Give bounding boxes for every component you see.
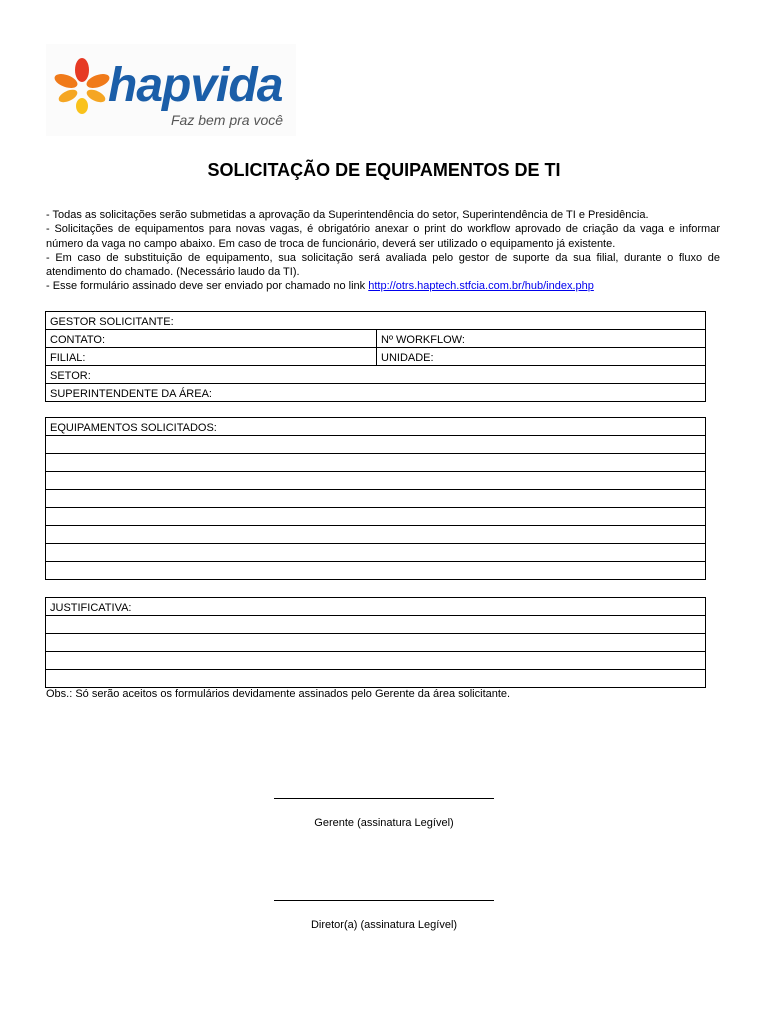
contato-field[interactable]: CONTATO: <box>46 330 377 348</box>
hapvida-logo <box>46 44 296 136</box>
flower-icon <box>52 56 112 116</box>
signature-line-gerente <box>274 798 494 799</box>
note: - Solicitações de equipamentos para novas vagas, é obrigatório anexar o print do workflow aprovado de criação da vaga e informar número da vaga no campo abaixo. Em caso de troca de funcionário, deverá ser utilizado o equipamento já existente. <box>46 223 720 250</box>
equipment-row[interactable] <box>46 562 706 580</box>
gestor-field[interactable]: GESTOR SOLICITANTE: <box>46 312 706 330</box>
justification-row[interactable] <box>46 634 706 652</box>
obs-note: Obs.: Só serão aceitos os formulários devidamente assinados pelo Gerente da área solicitante. <box>46 688 511 700</box>
equipment-row[interactable] <box>46 526 706 544</box>
otrs-link[interactable]: http://otrs.haptech.stfcia.com.br/hub/index.php <box>368 280 594 293</box>
signature-label-gerente: Gerente (assinatura Legível) <box>314 817 454 829</box>
equipment-row[interactable] <box>46 490 706 508</box>
note-text: - Esse formulário assinado deve ser enviado por chamado no link <box>46 280 369 293</box>
equipment-row[interactable] <box>46 436 706 454</box>
equipment-table <box>45 417 706 580</box>
signature-line-diretor <box>274 900 494 901</box>
justification-header: JUSTIFICATIVA: <box>46 598 706 616</box>
requester-table <box>45 311 706 402</box>
page-title: SOLICITAÇÃO DE EQUIPAMENTOS DE TI <box>207 160 561 180</box>
instructions <box>46 208 720 294</box>
equipment-row[interactable] <box>46 454 706 472</box>
superintendente-field[interactable]: SUPERINTENDENTE DA ÁREA: <box>46 384 706 402</box>
workflow-field[interactable]: Nº WORKFLOW: <box>377 330 706 348</box>
signature-label-diretor: Diretor(a) (assinatura Legível) <box>310 919 458 931</box>
justification-table <box>45 597 706 688</box>
justification-row[interactable] <box>46 616 706 634</box>
equipment-row[interactable] <box>46 544 706 562</box>
logo-slogan: Faz bem pra você <box>171 112 284 128</box>
note <box>46 279 720 293</box>
equipment-header: EQUIPAMENTOS SOLICITADOS: <box>46 418 706 436</box>
justification-row[interactable] <box>46 652 706 670</box>
justification-row[interactable] <box>46 670 706 688</box>
filial-field[interactable]: FILIAL: <box>46 348 377 366</box>
note: - Todas as solicitações serão submetidas a aprovação da Superintendência do setor, Superintendência de TI e Presidência. <box>46 209 649 221</box>
equipment-row[interactable] <box>46 472 706 490</box>
unidade-field[interactable]: UNIDADE: <box>377 348 706 366</box>
setor-field[interactable]: SETOR: <box>46 366 706 384</box>
logo-brand: hapvida <box>108 59 283 112</box>
note: - Em caso de substituição de equipamento, sua solicitação será avaliada pelo gestor de suporte da sua filial, durante o fluxo de atendimento do chamado. (Necessário laudo da TI). <box>46 251 720 279</box>
equipment-row[interactable] <box>46 508 706 526</box>
